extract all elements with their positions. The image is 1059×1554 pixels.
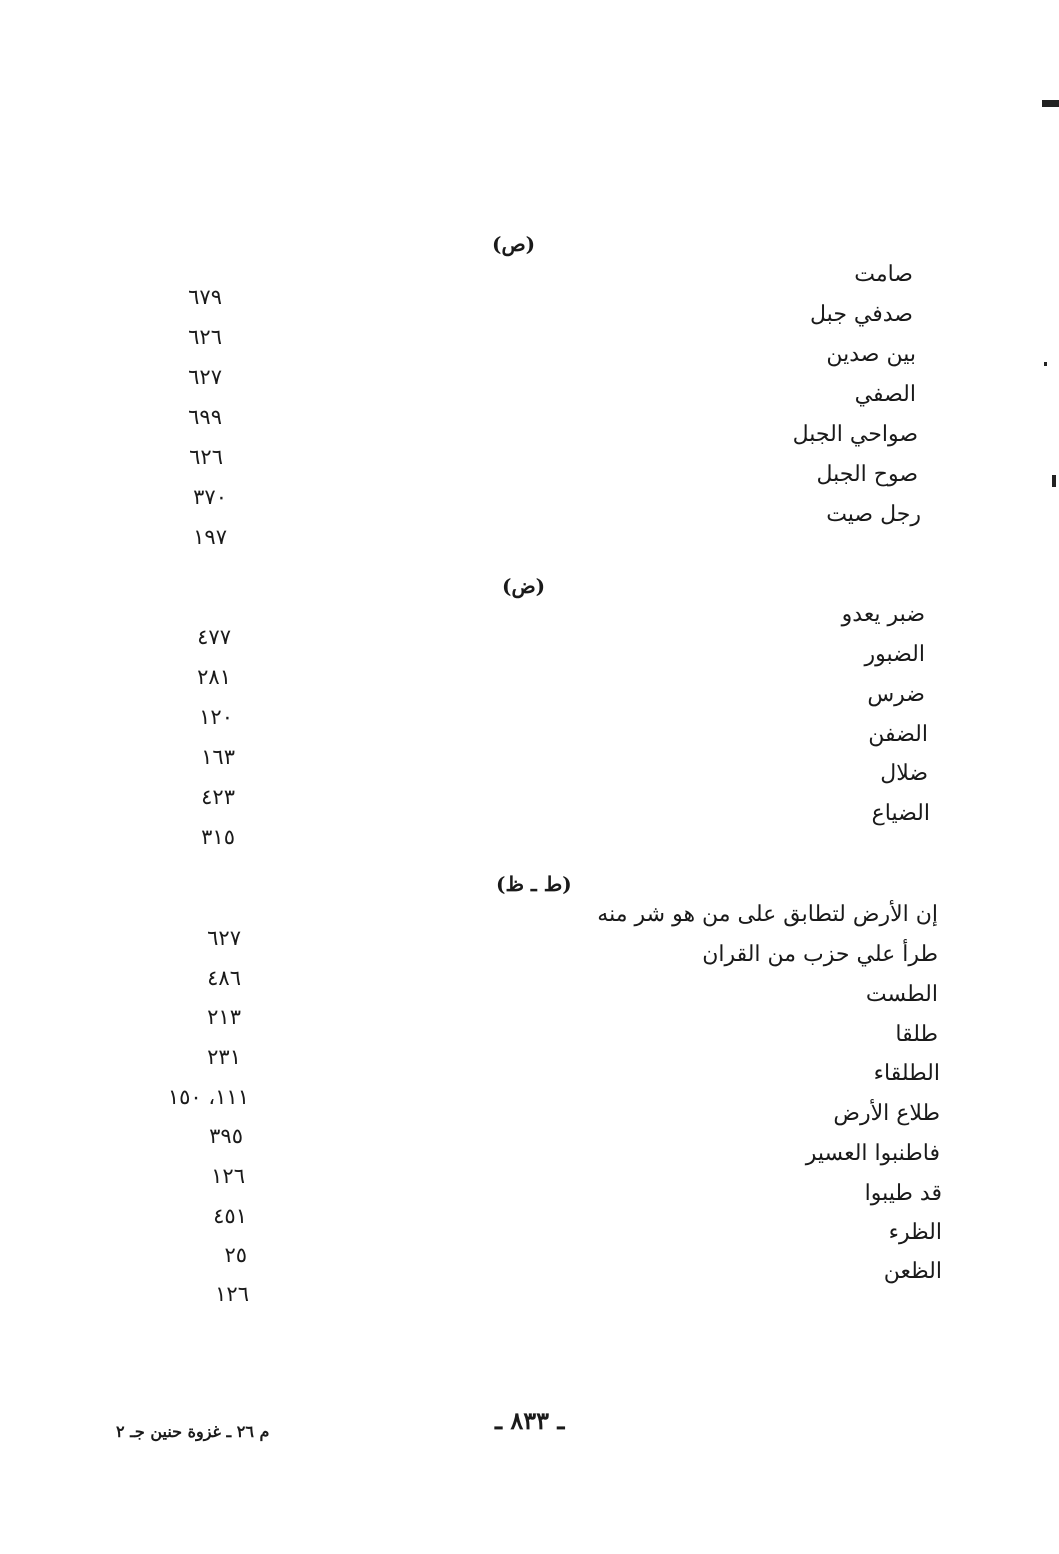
entry-page: ٣٩٥: [209, 1124, 243, 1148]
entry-page: ١٩٧: [193, 525, 227, 549]
entry-name: رجل صيت: [826, 502, 921, 527]
entry-name: صواحي الجبل: [792, 422, 918, 447]
entry-page: ٦٩٩: [188, 405, 222, 429]
entry-name: الضياع: [871, 801, 930, 826]
entry-page: ٢٨١: [197, 665, 231, 689]
entry-name: صدفي جبل: [810, 302, 913, 327]
page-number: ـ ٨٣٣ ـ: [495, 1406, 565, 1435]
section-heading-sad: (ص): [492, 232, 536, 256]
entry-page: ٦٢٧: [188, 365, 222, 389]
entry-page: ٤٨٦: [207, 966, 241, 990]
entry-page: ١١١، ١٥٠: [167, 1085, 249, 1109]
entry-name: صوح الجبل: [816, 462, 918, 487]
entry-page: ١٢٦: [211, 1164, 245, 1188]
entry-page: ٦٢٦: [188, 325, 222, 349]
entry-name: قد طيبوا: [864, 1181, 942, 1206]
entry-name: طرأ علي حزب من القران: [702, 942, 938, 967]
entry-page: ٣٧٠: [193, 485, 227, 509]
entry-name: الصفي: [854, 382, 916, 407]
entry-page: ١٦٣: [201, 745, 235, 769]
entry-page: ١٢٠: [199, 705, 233, 729]
entry-name: طلاع الأرض: [833, 1101, 940, 1126]
entry-name: بين صدين: [826, 342, 916, 367]
entry-name: ضلال: [880, 761, 928, 786]
entry-page: ٤٢٣: [201, 785, 235, 809]
entry-name: فاطنبوا العسير: [805, 1141, 940, 1166]
entry-page: ٦٢٦: [189, 445, 223, 469]
entry-page: ٦٢٧: [207, 926, 241, 950]
scan-edge-mark: [1042, 100, 1059, 107]
entry-page: ٦٧٩: [188, 285, 222, 309]
entry-page: ٢١٣: [207, 1005, 241, 1029]
scan-edge-mark: [1052, 475, 1056, 487]
entry-name: الطست: [865, 982, 938, 1007]
entry-name: الضفن: [868, 722, 928, 747]
section-heading-dad: (ض): [502, 574, 546, 598]
entry-page: ٢٣١: [207, 1045, 241, 1069]
entry-name: الظعن: [883, 1259, 942, 1284]
section-heading-ta-za: (ط ـ ظ): [496, 872, 572, 896]
entry-name: طلقا: [895, 1022, 938, 1047]
entry-page: ١٢٦: [215, 1282, 249, 1306]
scan-edge-mark: [1044, 362, 1047, 366]
entry-page: ٤٧٧: [197, 625, 231, 649]
book-reference: م ٢٦ ـ غزوة حنين جـ ٢: [116, 1422, 270, 1441]
entry-name: صامت: [854, 262, 913, 287]
entry-name: الضبور: [864, 642, 925, 667]
entry-name: إن الأرض لتطابق على من هو شر منه: [597, 902, 938, 927]
entry-name: الطلقاء: [873, 1061, 940, 1086]
entry-name: ضبر يعدو: [841, 602, 925, 627]
entry-name: الظرء: [888, 1220, 942, 1245]
entry-page: ٣١٥: [201, 825, 235, 849]
entry-name: ضرس: [867, 682, 925, 707]
entry-page: ٢٥: [224, 1243, 247, 1267]
entry-page: ٤٥١: [213, 1204, 247, 1228]
